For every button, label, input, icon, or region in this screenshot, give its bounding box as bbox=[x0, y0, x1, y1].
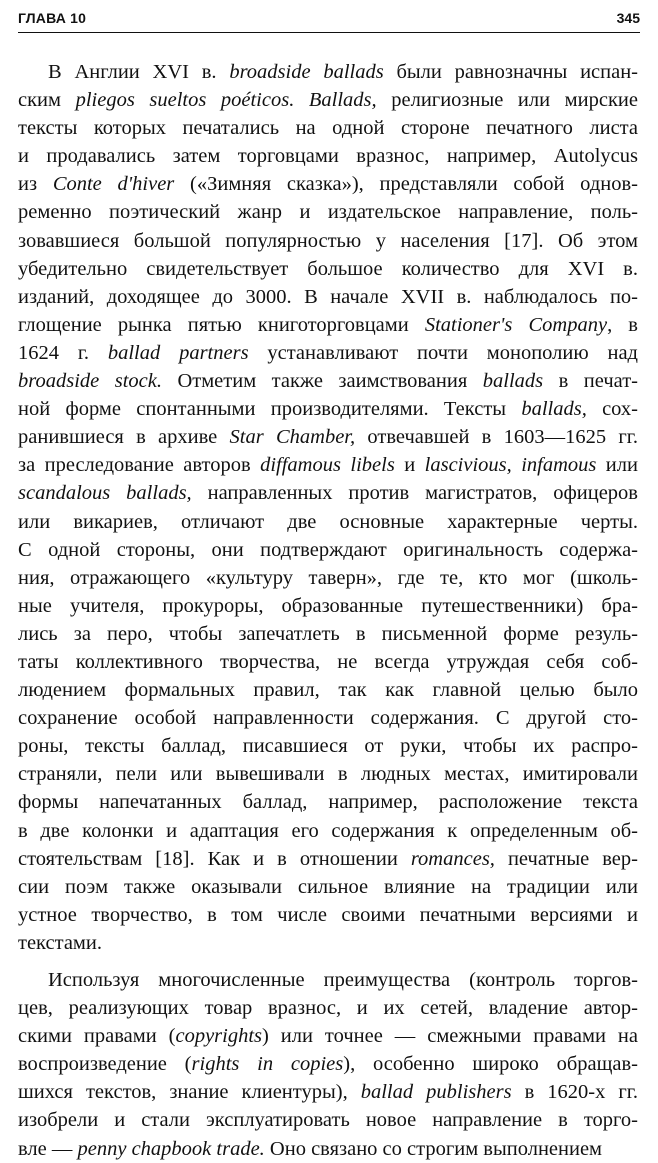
text-run: С одной стороны, они подтверждают оригинальность содержа- bbox=[18, 538, 638, 561]
text-line bbox=[18, 58, 638, 86]
text-line bbox=[18, 367, 638, 395]
text-run: в две колонки и адаптация его содержания к определенным об- bbox=[18, 819, 638, 842]
page-number: 345 bbox=[616, 10, 640, 26]
italic-text-run: copyrights bbox=[175, 1025, 263, 1048]
text-run: религиозные или мирские bbox=[376, 89, 638, 112]
text-line bbox=[18, 536, 638, 564]
text-run: Отметим также заимствования bbox=[161, 370, 483, 393]
text-line bbox=[18, 1050, 638, 1078]
text-run: были равнозначны испан- bbox=[383, 61, 639, 83]
text-line bbox=[18, 845, 638, 873]
text-run: сии поэм также оказывали сильное влияние на традиции или bbox=[18, 875, 638, 898]
text-run: устное творчество, в том числе своими печатными версиями и bbox=[18, 903, 638, 926]
text-run: ским bbox=[18, 89, 76, 112]
text-line bbox=[18, 704, 638, 732]
text-run: сох- bbox=[586, 398, 638, 421]
text-line bbox=[18, 994, 638, 1022]
text-run: ной форме спонтанными производителями. Тексты bbox=[18, 398, 522, 421]
text-line bbox=[18, 760, 638, 788]
text-line bbox=[18, 929, 638, 957]
paragraph-2 bbox=[18, 966, 638, 1163]
text-line bbox=[18, 114, 638, 142]
text-line bbox=[18, 395, 638, 423]
text-run: стоятельствам [18]. Как и в отношении bbox=[18, 847, 411, 870]
italic-text-run: ballads, bbox=[521, 398, 587, 421]
text-run: печатные вер- bbox=[494, 847, 638, 870]
paragraph-1 bbox=[18, 58, 638, 957]
text-run: Оно связано со строгим выполнением bbox=[264, 1137, 603, 1160]
text-run: В Англии XVI в. bbox=[48, 61, 230, 83]
text-run: и продавались затем торговцами вразнос, например, Autolycus bbox=[18, 145, 638, 168]
text-run: за преследование авторов bbox=[18, 454, 261, 477]
text-line bbox=[18, 966, 638, 994]
text-run: убедительно свидетельствует большое количество для XVI в. bbox=[18, 257, 638, 280]
text-run: изданий, доходящее до 3000. В начале XVII в. наблюдалось по- bbox=[18, 285, 638, 308]
text-line bbox=[18, 479, 638, 507]
body-text bbox=[18, 58, 638, 1163]
text-run: («Зимняя сказка»), представляли собой однов- bbox=[174, 173, 638, 196]
text-line bbox=[18, 1078, 638, 1106]
italic-text-run: diffamous libels bbox=[260, 454, 395, 477]
italic-text-run: rights in copies bbox=[191, 1053, 344, 1076]
text-run: или викариев, отличают две основные характерные черты. bbox=[18, 510, 638, 533]
italic-text-run: scandalous ballads, bbox=[18, 482, 192, 505]
text-line bbox=[18, 1106, 638, 1134]
text-run: из bbox=[18, 173, 53, 196]
text-line bbox=[18, 676, 638, 704]
text-run: или bbox=[596, 454, 638, 477]
text-run: текстами. bbox=[18, 931, 102, 954]
text-line bbox=[18, 170, 638, 198]
text-line bbox=[18, 255, 638, 283]
text-run: вле — bbox=[18, 1137, 78, 1160]
text-run: сохранение особой направленности содержания. С другой сто- bbox=[18, 707, 638, 730]
text-run: устанавливают почти монополию над bbox=[248, 341, 638, 364]
text-run: таты коллективного творчества, не всегда утруждая себя соб- bbox=[18, 650, 638, 673]
text-line bbox=[18, 732, 638, 760]
text-run: скими правами ( bbox=[18, 1025, 176, 1048]
text-line bbox=[18, 423, 638, 451]
text-line bbox=[18, 901, 638, 929]
text-line bbox=[18, 620, 638, 648]
italic-text-run: romances, bbox=[410, 847, 495, 870]
text-run: Используя многочисленные преимущества (контроль торгов- bbox=[48, 969, 638, 991]
text-run: , в bbox=[607, 313, 638, 336]
italic-text-run: pliegos sueltos poéticos. Ballads, bbox=[75, 89, 377, 112]
text-run: ранившиеся в архиве bbox=[18, 426, 230, 449]
chapter-title: ГЛАВА 10 bbox=[18, 10, 87, 26]
italic-text-run: ballad partners bbox=[107, 341, 249, 364]
italic-text-run: Star Chamber, bbox=[229, 426, 356, 449]
italic-text-run: Stationer's Company bbox=[424, 313, 608, 336]
text-run: и bbox=[394, 454, 425, 477]
text-run: ния, отражающего «культуру таверн», где те, кто мог (школь- bbox=[18, 566, 638, 589]
text-run: цев, реализующих товар вразнос, и их сетей, владение автор- bbox=[18, 997, 638, 1020]
text-line bbox=[18, 142, 638, 170]
text-line bbox=[18, 1135, 638, 1163]
text-run: людением формальных правил, так как главной целью было bbox=[18, 679, 638, 702]
text-line bbox=[18, 592, 638, 620]
text-line bbox=[18, 817, 638, 845]
text-run: в печат- bbox=[543, 370, 638, 393]
text-line bbox=[18, 1022, 638, 1050]
text-run: 1624 г. bbox=[18, 341, 108, 364]
text-line bbox=[18, 198, 638, 226]
text-line bbox=[18, 648, 638, 676]
italic-text-run: penny chapbook trade. bbox=[77, 1137, 265, 1160]
text-line bbox=[18, 564, 638, 592]
text-line bbox=[18, 339, 638, 367]
text-run: лись за перо, чтобы запечатлеть в письменной форме резуль- bbox=[18, 622, 638, 645]
text-line bbox=[18, 451, 638, 479]
text-line bbox=[18, 227, 638, 255]
italic-text-run: Conte d'hiver bbox=[52, 173, 175, 196]
text-line bbox=[18, 283, 638, 311]
text-run: в 1620-х гг. bbox=[511, 1081, 638, 1104]
text-line bbox=[18, 508, 638, 536]
text-run: глощение рынка пятью книготорговцами bbox=[18, 313, 425, 336]
text-run: роны, тексты баллад, писавшиеся от руки, чтобы их распро- bbox=[18, 735, 638, 758]
text-run: отвечавшей в 1603—1625 гг. bbox=[355, 426, 638, 449]
text-run: ) или точнее — смежными правами на bbox=[262, 1025, 638, 1048]
text-line bbox=[18, 86, 638, 114]
text-run: зовавшиеся большой популярностью у населения [17]. Об этом bbox=[18, 229, 638, 252]
text-run: направленных против магистратов, офицеров bbox=[191, 482, 638, 505]
text-run: тексты которых печатались на одной стороне печатного листа bbox=[18, 117, 638, 140]
text-run: ), особенно широко обращав- bbox=[343, 1053, 638, 1076]
text-run: ременно поэтический жанр и издательское направление, поль- bbox=[18, 201, 638, 224]
italic-text-run: ballads bbox=[482, 370, 544, 393]
italic-text-run: ballad publishers bbox=[360, 1081, 512, 1104]
italic-text-run: broadside stock. bbox=[18, 370, 162, 393]
running-head bbox=[18, 8, 640, 33]
text-line bbox=[18, 311, 638, 339]
text-run: формы напечатанных баллад, например, расположение текста bbox=[18, 791, 638, 814]
text-run: изобрели и стали эксплуатировать новое направление в торго- bbox=[18, 1109, 638, 1132]
text-line bbox=[18, 873, 638, 901]
text-run: шихся текстов, знание клиентуры), bbox=[18, 1081, 361, 1104]
text-run: воспроизведение ( bbox=[18, 1053, 192, 1076]
text-run: страняли, пели или вывешивали в людных местах, имитировали bbox=[18, 763, 638, 786]
italic-text-run: lascivious, infamous bbox=[424, 454, 597, 477]
text-line bbox=[18, 788, 638, 816]
text-run: ные учителя, прокуроры, образованные путешественники) бра- bbox=[18, 594, 638, 617]
italic-text-run: broadside ballads bbox=[229, 61, 384, 83]
